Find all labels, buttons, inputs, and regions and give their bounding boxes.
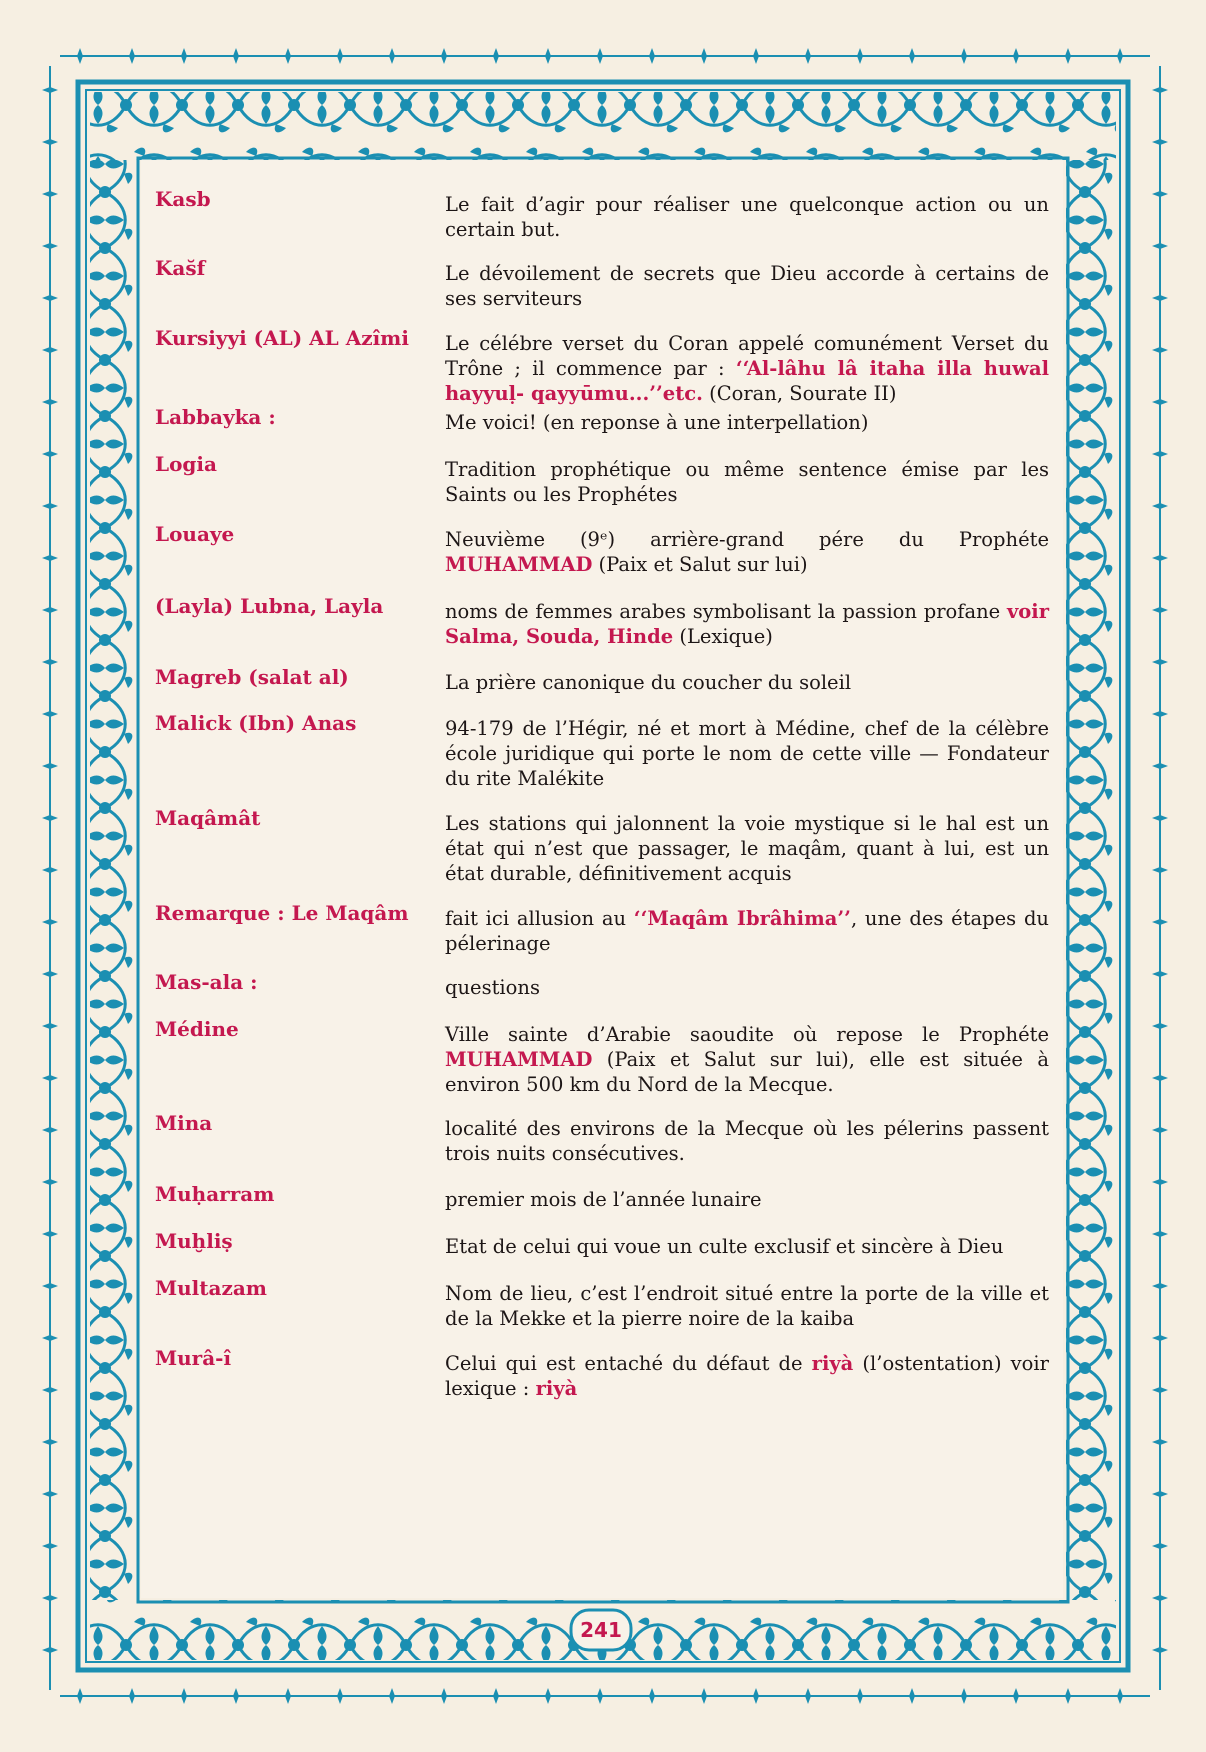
border-tick [1152,1283,1168,1289]
glossary-term: Mas-ala : [155,970,258,994]
border-tick [42,1127,58,1133]
border-tick [441,48,447,64]
glossary-definition [445,410,1049,435]
border-tick [961,48,967,64]
glossary-definition [445,261,1049,311]
definition-text: Nom de lieu, c’est l’endroit situé entre la porte de la ville et de la Mekke et la pierre noire de la kaiba [445,1282,1049,1330]
border-tick [42,815,58,821]
border-tick [285,48,291,64]
border-tick [441,1688,447,1704]
border-tick [1152,815,1168,821]
definition-text: Celui qui est entaché du défaut de [445,1352,812,1375]
definition-text: Ville sainte d’Arabie saoudite où repose le Prophéte [445,1023,1049,1046]
border-tick [233,1688,239,1704]
border-tick [285,1688,291,1704]
border-tick [1152,1231,1168,1237]
border-tick [42,1075,58,1081]
border-tick [42,1595,58,1601]
border-tick [545,48,551,64]
border-tick [1152,503,1168,509]
definition-text: Le dévoilement de secrets que Dieu accorde à certains de ses serviteurs [445,262,1049,310]
border-tick [597,48,603,64]
glossary-definition [445,599,1049,649]
definition-text: (Coran, Sourate II) [702,382,897,405]
glossary-term: Logia [155,452,217,476]
border-tick [42,191,58,197]
highlighted-text: riyà [811,1352,854,1375]
highlighted-text: MUHAMMAD [445,553,593,576]
glossary-term: Médine [155,1017,239,1041]
glossary-definition [445,811,1049,886]
border-tick [1152,399,1168,405]
border-tick [493,48,499,64]
border-tick [1152,1491,1168,1497]
border-tick [42,1491,58,1497]
border-tick [1152,1595,1168,1601]
border-tick [389,1688,395,1704]
border-tick [1152,191,1168,197]
border-tick [42,607,58,613]
glossary-definition [445,716,1049,791]
border-tick [1152,711,1168,717]
border-tick [77,1688,83,1704]
glossary-panel [141,160,1063,1598]
glossary-definition [445,1022,1049,1097]
border-tick [181,1688,187,1704]
definition-text: noms de femmes arabes symbolisant la passion profane [445,600,1007,623]
border-tick [753,1688,759,1704]
border-tick [1152,1023,1168,1029]
border-tick [1152,555,1168,561]
border-tick [701,1688,707,1704]
border-tick [1013,1688,1019,1704]
border-tick [42,867,58,873]
border-tick [1152,1127,1168,1133]
border-tick [545,1688,551,1704]
border-tick [649,48,655,64]
border-tick [42,1543,58,1549]
border-tick [233,48,239,64]
border-tick [1152,919,1168,925]
definition-text: , une des étapes du pélerinage [445,907,1049,955]
border-tick [42,711,58,717]
border-tick [42,1647,58,1653]
definition-text: localité des environs de la Mecque où les pélerins passent trois nuits consécutives. [445,1117,1049,1165]
definition-text: Le célébre verset du Coran appelé comunément Verset du Trône ; il commence par : [445,332,1049,380]
definition-text: (l’ostentation) voir lexique : [445,1352,1049,1400]
border-tick [753,48,759,64]
glossary-definition [445,670,1049,695]
glossary-term: Multazam [155,1276,267,1300]
definition-text: Tradition prophétique ou même sentence émise par les Saints ou les Prophétes [445,458,1049,506]
border-tick [42,451,58,457]
border-tick [1152,347,1168,353]
glossary-term: Muḫliṣ [155,1229,233,1253]
border-tick [1152,87,1168,93]
border-tick [961,1688,967,1704]
border-tick [1152,139,1168,145]
border-tick [493,1688,499,1704]
definition-text: Le fait d’agir pour réaliser une quelconque action ou un certain but. [445,193,1049,241]
border-tick [337,1688,343,1704]
glossary-term: Kas̆f [155,256,206,280]
border-tick [649,1688,655,1704]
border-tick [1152,763,1168,769]
border-tick [42,555,58,561]
highlighted-text: riyà [535,1377,578,1400]
border-tick [1152,867,1168,873]
glossary-term: Louaye [155,522,235,546]
border-tick [805,1688,811,1704]
definition-text: (Paix et Salut sur lui) [592,553,808,576]
glossary-definition [445,1187,1049,1212]
highlighted-text: MUHAMMAD [445,1048,593,1071]
border-tick [337,48,343,64]
border-tick [805,48,811,64]
border-tick [389,48,395,64]
glossary-definition [445,906,1049,956]
border-tick [1152,1335,1168,1341]
border-tick [1117,1688,1123,1704]
border-tick [1152,1543,1168,1549]
border-tick [42,1231,58,1237]
border-tick [42,503,58,509]
border-tick [857,1688,863,1704]
definition-text: (Lexique) [673,625,773,648]
border-tick [129,1688,135,1704]
glossary-definition [445,331,1049,406]
border-tick [42,1439,58,1445]
border-tick [1152,971,1168,977]
glossary-term: Malick (Ibn) Anas [155,711,357,735]
definition-text: fait ici allusion au [445,907,634,930]
definition-text: La prière canonique du coucher du soleil [445,671,852,694]
border-tick [42,1179,58,1185]
border-tick [129,48,135,64]
glossary-definition [445,527,1049,577]
border-tick [42,347,58,353]
border-tick [181,48,187,64]
glossary-definition [445,1234,1049,1259]
border-tick [1065,48,1071,64]
border-tick [701,48,707,64]
definition-text: premier mois de l’année lunaire [445,1188,762,1211]
glossary-term: Mina [155,1111,213,1135]
border-tick [1152,607,1168,613]
border-tick [597,1688,603,1704]
border-tick [1152,295,1168,301]
glossary-term: Magreb (salat al) [155,665,349,689]
border-tick [42,1387,58,1393]
glossary-term: Muḥarram [155,1182,275,1206]
border-tick [42,1283,58,1289]
border-tick [42,971,58,977]
glossary-definition [445,1116,1049,1166]
border-tick [1065,1688,1071,1704]
border-tick [42,1023,58,1029]
border-tick [1117,48,1123,64]
border-tick [1152,1179,1168,1185]
border-tick [42,1335,58,1341]
glossary-term: Remarque : Le Maqâm [155,901,409,925]
glossary-term: Murâ-î [155,1346,232,1370]
highlighted-text: ‘‘Al-lâhu lâ itaha illa huwal hayyuḷ- qayyūmu...’’etc. [445,357,1049,405]
border-tick [42,763,58,769]
border-tick [909,48,915,64]
border-tick [1152,659,1168,665]
definition-text: Neuvième (9ᵉ) arrière-grand pére du Prophéte [445,528,1049,551]
glossary-definition [445,975,1049,1000]
definition-text: Les stations qui jalonnent la voie mystique si le hal est un état qui n’est que passager, le maqâm, quant à lui, est un état durable, définitivement acquis [445,812,1049,885]
glossary-term: Kursiyyi (AL) AL Azîmi [155,326,409,350]
border-tick [857,48,863,64]
glossary-definition [445,192,1049,242]
border-tick [1152,451,1168,457]
definition-text: 94-179 de l’Hégir, né et mort à Médine, chef de la célèbre école juridique qui porte le nom de cette ville — Fondateur du rite Malékite [445,717,1049,790]
definition-text: (Paix et Salut sur lui), elle est située à environ 500 km du Nord de la Mecque. [445,1048,1049,1096]
border-tick [42,295,58,301]
border-tick [42,919,58,925]
border-tick [1013,48,1019,64]
definition-text: Etat de celui qui voue un culte exclusif et sincère à Dieu [445,1235,1004,1258]
glossary-definition [445,1351,1049,1401]
highlighted-text: ‘‘Maqâm Ibrâhima’’ [633,907,851,930]
border-tick [42,659,58,665]
page-number: 241 [580,1618,622,1642]
border-tick [1152,1387,1168,1393]
border-tick [42,399,58,405]
glossary-term: Maqâmât [155,806,261,830]
border-tick [1152,1647,1168,1653]
glossary-term: Labbayka : [155,405,276,429]
border-tick [1152,1439,1168,1445]
highlighted-text: voir Salma, Souda, Hinde [445,600,1049,648]
definition-text: Me voici! (en reponse à une interpellation) [445,411,869,434]
glossary-definition [445,457,1049,507]
border-tick [1152,1075,1168,1081]
border-tick [909,1688,915,1704]
glossary-definition [445,1281,1049,1331]
border-tick [77,48,83,64]
definition-text: questions [445,976,540,999]
glossary-term: Kasb [155,187,211,211]
border-tick [42,243,58,249]
border-tick [42,139,58,145]
border-tick [1152,243,1168,249]
border-tick [42,87,58,93]
glossary-term: (Layla) Lubna, Layla [155,594,384,618]
